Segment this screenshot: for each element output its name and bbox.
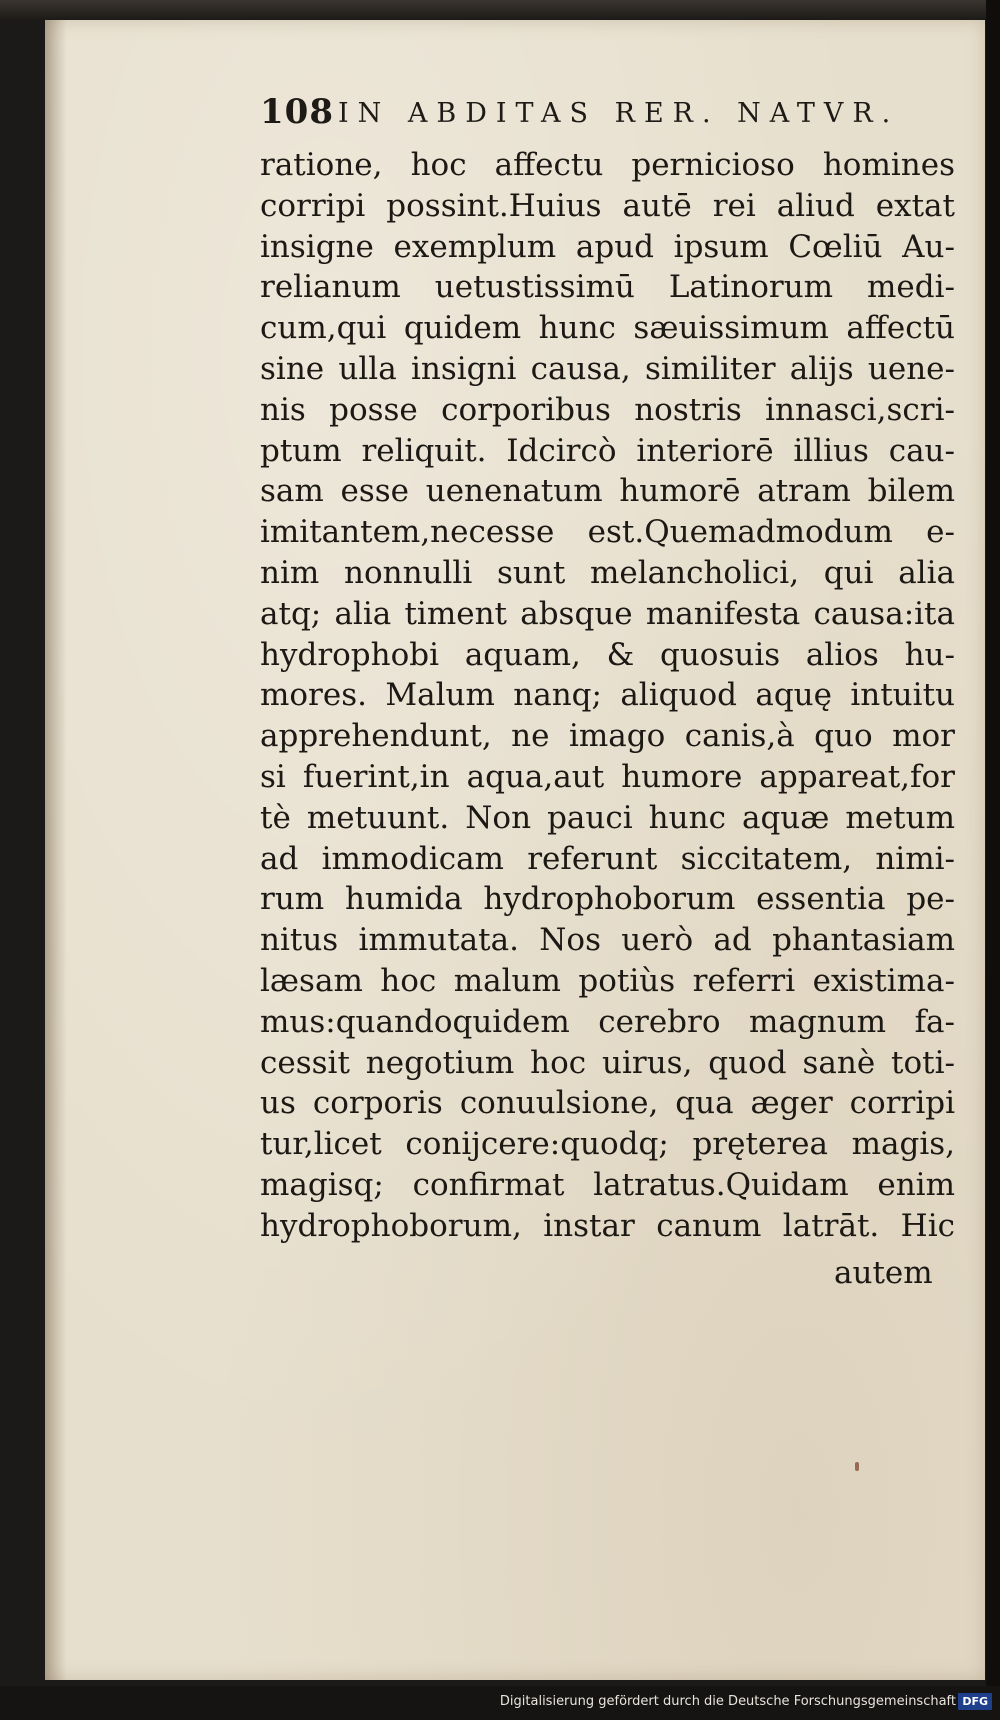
text-line: us corporis conuulsione, qua æger corripi [260, 1085, 955, 1122]
running-head [260, 92, 950, 142]
text-line: relianum uetustissimū Latinorum medi- [260, 269, 955, 306]
text-line: magisq; confirmat latratus.Quidam enim [260, 1166, 955, 1203]
text-line: mores. Malum nanq; aliquod aquę intuitu [260, 677, 955, 714]
text-line: nim nonnulli sunt melancholici, qui alia [260, 554, 955, 591]
scan-right-edge [986, 0, 1000, 1720]
text-line: hydrophoborum, instar canum latrāt. Hic [260, 1207, 955, 1244]
paper-speck [855, 1462, 859, 1471]
text-line: nis posse corporibus nostris innasci,scri- [260, 391, 955, 428]
text-line: ratione, hoc affectu pernicioso homines [260, 147, 955, 183]
text-line: sine ulla insigni causa, similiter alijs uene- [260, 350, 955, 387]
page-number: 108 [260, 92, 334, 132]
text-line: sam esse uenenatum humorē atram bilem [260, 473, 955, 510]
text-line: imitantem,necesse est.Quemadmodum e- [260, 514, 955, 551]
text-line: mus:quandoquidem cerebro magnum fa- [260, 1003, 955, 1040]
text-line: si fuerint,in aqua,aut humore appareat,for [260, 758, 955, 795]
text-line: nitus immutata. Nos uerò ad phantasiam [260, 922, 955, 959]
text-line: apprehendunt, ne imago canis,à quo mor [260, 718, 955, 755]
text-line: cessit negotium hoc uirus, quod sanè toti- [260, 1044, 955, 1081]
text-line: læsam hoc malum potiùs referri existima- [260, 962, 955, 999]
text-line: atq; alia timent absque manifesta causa:ita [260, 595, 955, 632]
text-line: cum,qui quidem hunc sæuissimum affectū [260, 310, 955, 347]
text-line: insigne exemplum apud ipsum Cœliū Au- [260, 228, 955, 265]
text-line: ad immodicam referunt siccitatem, nimi- [260, 840, 955, 877]
running-title: IN ABDITAS RER. NATVR. [338, 98, 900, 129]
footer-bar [0, 1686, 1000, 1720]
text-line: tè metuunt. Non pauci hunc aquæ metum [260, 799, 955, 836]
catchword: autem [834, 1255, 933, 1291]
text-line: corripi possint.Huius autē rei aliud extat [260, 187, 955, 224]
body-text [260, 145, 955, 1247]
scan-top-edge [0, 0, 1000, 20]
text-line: hydrophobi aquam, & quosuis alios hu- [260, 636, 955, 673]
text-line: ptum reliquit. Idcircò interiorē illius cau- [260, 432, 955, 469]
text-line: rum humida hydrophoborum essentia pe- [260, 881, 955, 918]
page-gutter [45, 20, 67, 1680]
funding-credit: Digitalisierung gefördert durch die Deutsche Forschungsgemeinschaft [499, 1694, 956, 1709]
text-line: tur,licet conijcere:quodq; pręterea magis, [260, 1126, 955, 1163]
dfg-logo-icon: DFG [958, 1693, 992, 1710]
